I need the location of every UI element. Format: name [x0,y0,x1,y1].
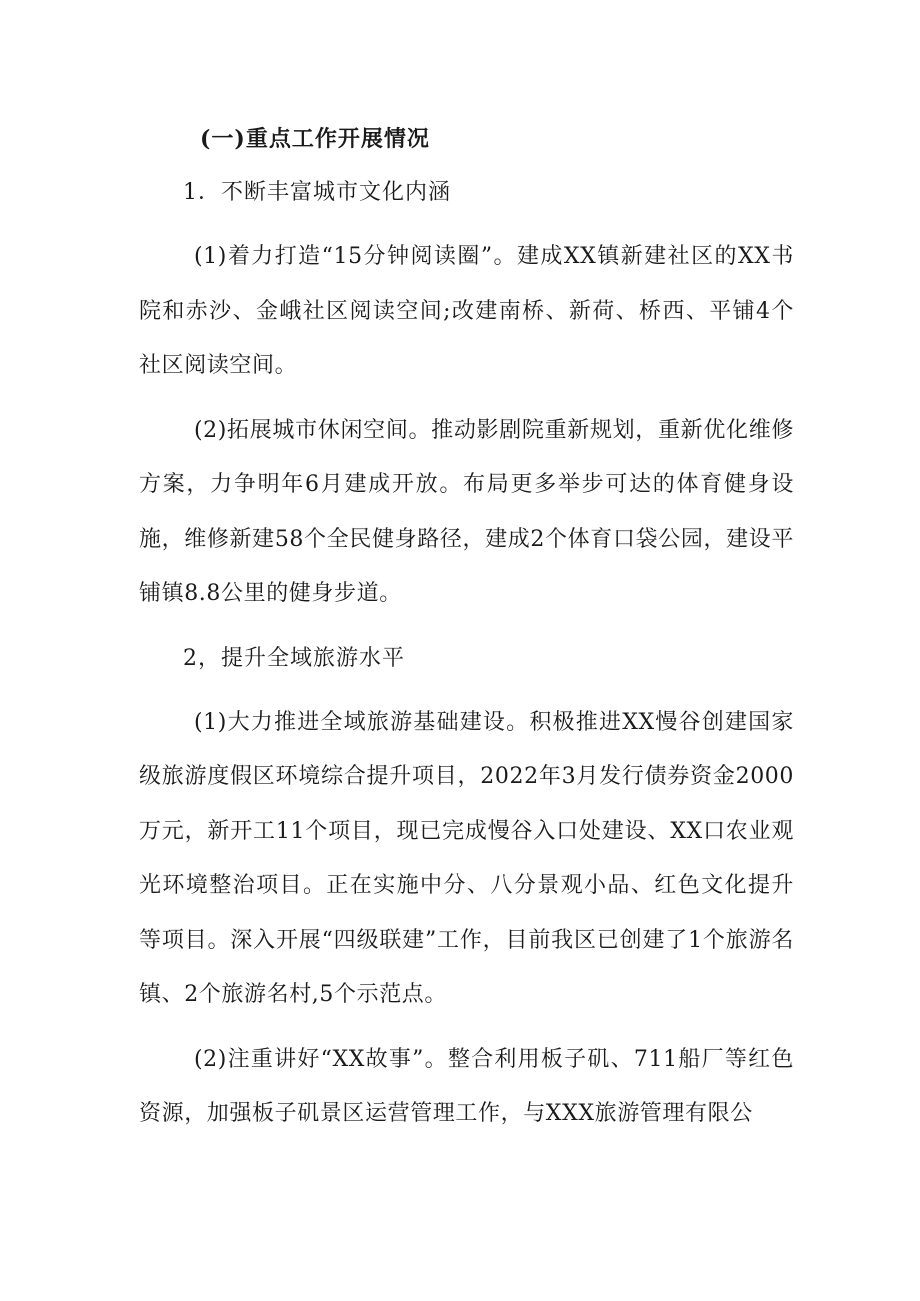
section-heading: (一)重点工作开展情况 [200,126,430,152]
subsection-heading-1: 1．不断丰富城市文化内涵 [183,180,451,205]
subsection-heading-2: 2，提升全域旅游水平 [183,645,405,671]
paragraph-tourism-infrastructure: (1)大力推进全域旅游基础建设。积极推进XX慢谷创建国家级旅游度假区环境综合提升项目，2022年3月发行债券资金2000万元，新开工11个项目，现已完成慢谷入口处建设、XX口农业观光环境整治项目。正在实施中分、八分景观小品、红色文化提升等项目。深入开展“四级联建”工作，目前我区已创建了1个旅游名镇、2个旅游名村,5个示范点。 [139,709,794,1007]
paragraph-reading-circle: (1)着力打造“15分钟阅读圈”。建成XX镇新建社区的XX书院和赤沙、金峨社区阅读空间;改建南桥、新荷、桥西、平铺4个社区阅读空间。 [139,244,794,378]
document-body [139,112,794,1150]
paragraph-local-story: (2)注重讲好“XX故事”。整合利用板子矶、711船厂等红色资源，加强板子矶景区运营管理工作，与XXX旅游管理有限公 [139,1046,794,1126]
paragraph-leisure-space: (2)拓展城市休闲空间。推动影剧院重新规划，重新优化维修方案，力争明年6月建成开放。布局更多举步可达的体育健身设施，维修新建58个全民健身路径，建成2个体育口袋公园，建设平铺镇8.8公里的健身步道。 [139,417,794,606]
